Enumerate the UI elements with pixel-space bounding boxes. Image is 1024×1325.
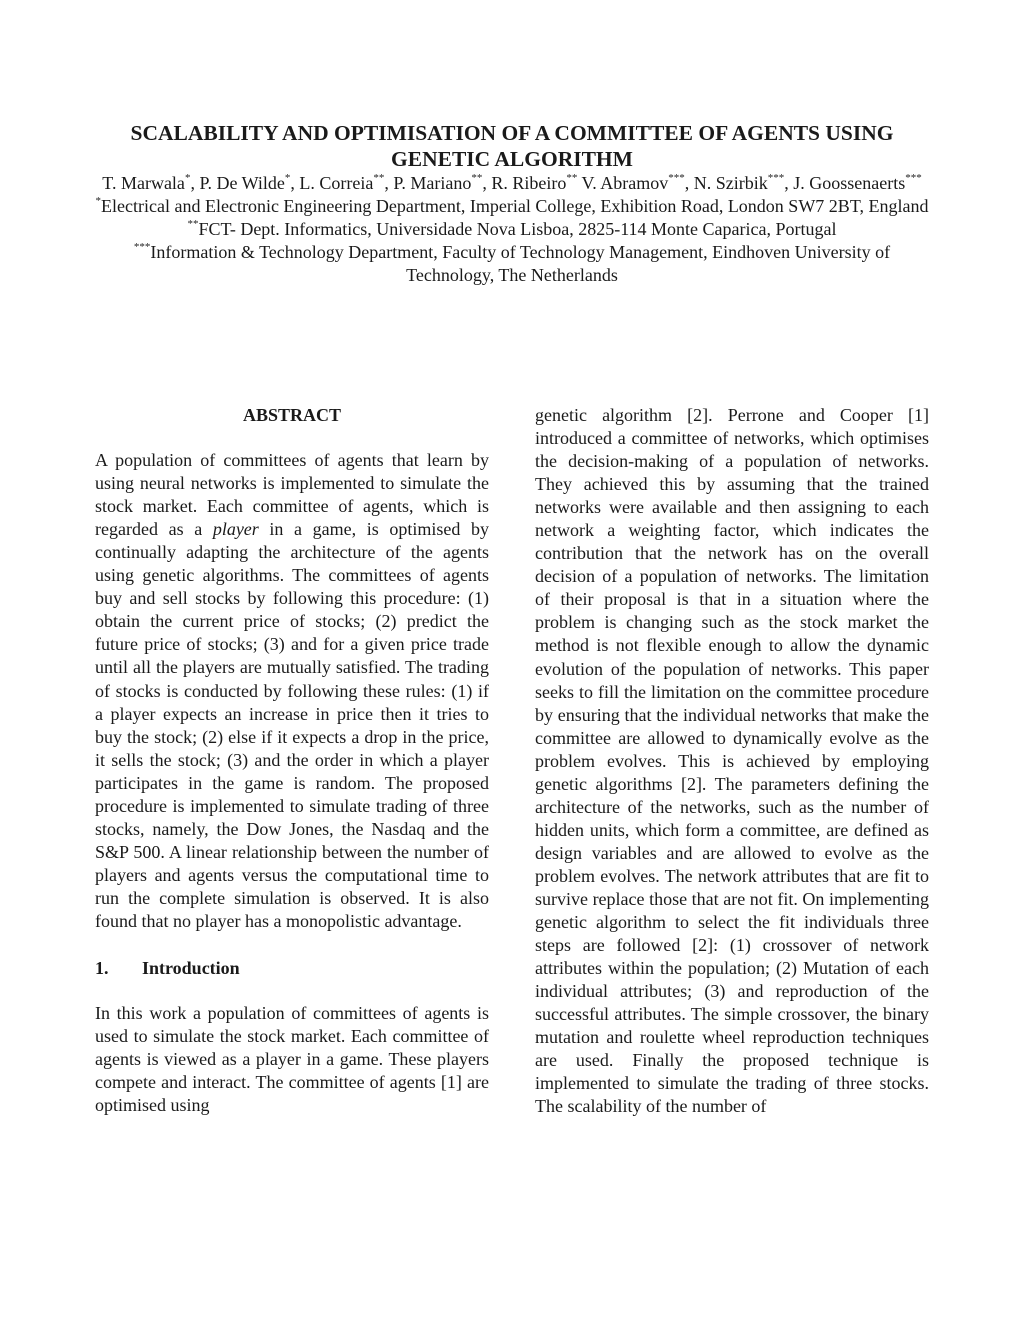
left-column	[95, 404, 489, 1117]
introduction-text-left: In this work a population of committees of agents is used to simulate the stock market. Each committee of agents is viewed as a player in a game. These players compete and interact. The committee of agents [1] are optimised using	[95, 1003, 489, 1116]
author: P. De Wilde*,	[199, 172, 300, 193]
author: T. Marwala*,	[102, 172, 200, 193]
author: J. Goossenaerts***	[793, 172, 922, 193]
section-heading-introduction: 1. Introduction	[95, 958, 240, 979]
affiliation: ***Information & Technology Department, Faculty of Technology Management, Eindhoven University of Technology, The Netherlands	[133, 241, 891, 285]
author: N. Szirbik***,	[693, 172, 794, 193]
author: P. Mariano**,	[393, 172, 492, 193]
right-column	[535, 404, 929, 1118]
author: R. Ribeiro**	[491, 172, 578, 193]
author-list	[90, 172, 934, 195]
abstract-heading: ABSTRACT	[242, 405, 342, 425]
abstract-text: A population of committees of agents that learn by using neural networks is implemented to simulate the stock market. Each committee of agents, which is regarded as a player in a game, is optimised by continually adapting the architecture of the agents using genetic algorithms. The committees of agents buy and sell stocks by following this procedure: (1) obtain the current price of stocks; (2) predict the future price of stocks; (3) and for a given price trade until all the players are mutually satisfied. The trading of stocks is conducted by following these rules: (1) if a player expects an increase in price then it tries to buy the stock; (2) else if it expects a drop in the price, it sells the stock; (3) and the order in which a player participates in the game is random. The proposed procedure is implemented to simulate trading of three stocks, namely, the Dow Jones, the Nasdaq and the S&P 500. A linear relationship between the number of players and agents versus the computational time to run the complete simulation is observed. It is also found that no player has a monopolistic advantage.	[95, 450, 489, 931]
author: V. Abramov***,	[581, 172, 694, 193]
paper-title: SCALABILITY AND OPTIMISATION OF A COMMITTEE OF AGENTS USING GENETIC ALGORITHM	[130, 121, 894, 171]
introduction-text-right: genetic algorithm [2]. Perrone and Cooper [1] introduced a committee of networks, which optimises the decision-making of a population of networks. They achieved this by assuming that the trained networks were available and then assigning to each network a weighting factor, which indicates the contribution that the network has on the overall decision of a population of networks. The limitation of their proposal is that in a situation where the problem is changing such as the stock market the method is not flexible enough to allow the dynamic evolution of the population of networks. This paper seeks to fill the limitation on the committee procedure by ensuring that the individual networks that make the committee are allowed to dynamically evolve as the problem evolves. This is achieved by employing genetic algorithms [2]. The parameters defining the architecture of the networks, such as the number of hidden units, which form a committee, are defined as design variables and are allowed to evolve as the problem evolves. The network attributes that are fit to survive replace those that are not fit. On implementing genetic algorithm to select the fit individuals three steps are followed [2]: (1) crossover of network attributes within the population; (2) Mutation of each individual attributes; (3) and reproduction of the successful attributes. The simple crossover, the binary mutation and roulette wheel reproduction techniques are used. Finally the proposed technique is implemented to simulate the trading of three stocks. The scalability of the number of	[535, 405, 929, 1117]
author: L. Correia**,	[299, 172, 394, 193]
affiliation: *Electrical and Electronic Engineering Department, Imperial College, Exhibition Road, London SW7 2BT, England	[95, 195, 929, 216]
paper-header	[90, 120, 934, 287]
affiliation: **FCT- Dept. Informatics, Universidade Nova Lisboa, 2825-114 Monte Caparica, Portugal	[187, 218, 837, 239]
